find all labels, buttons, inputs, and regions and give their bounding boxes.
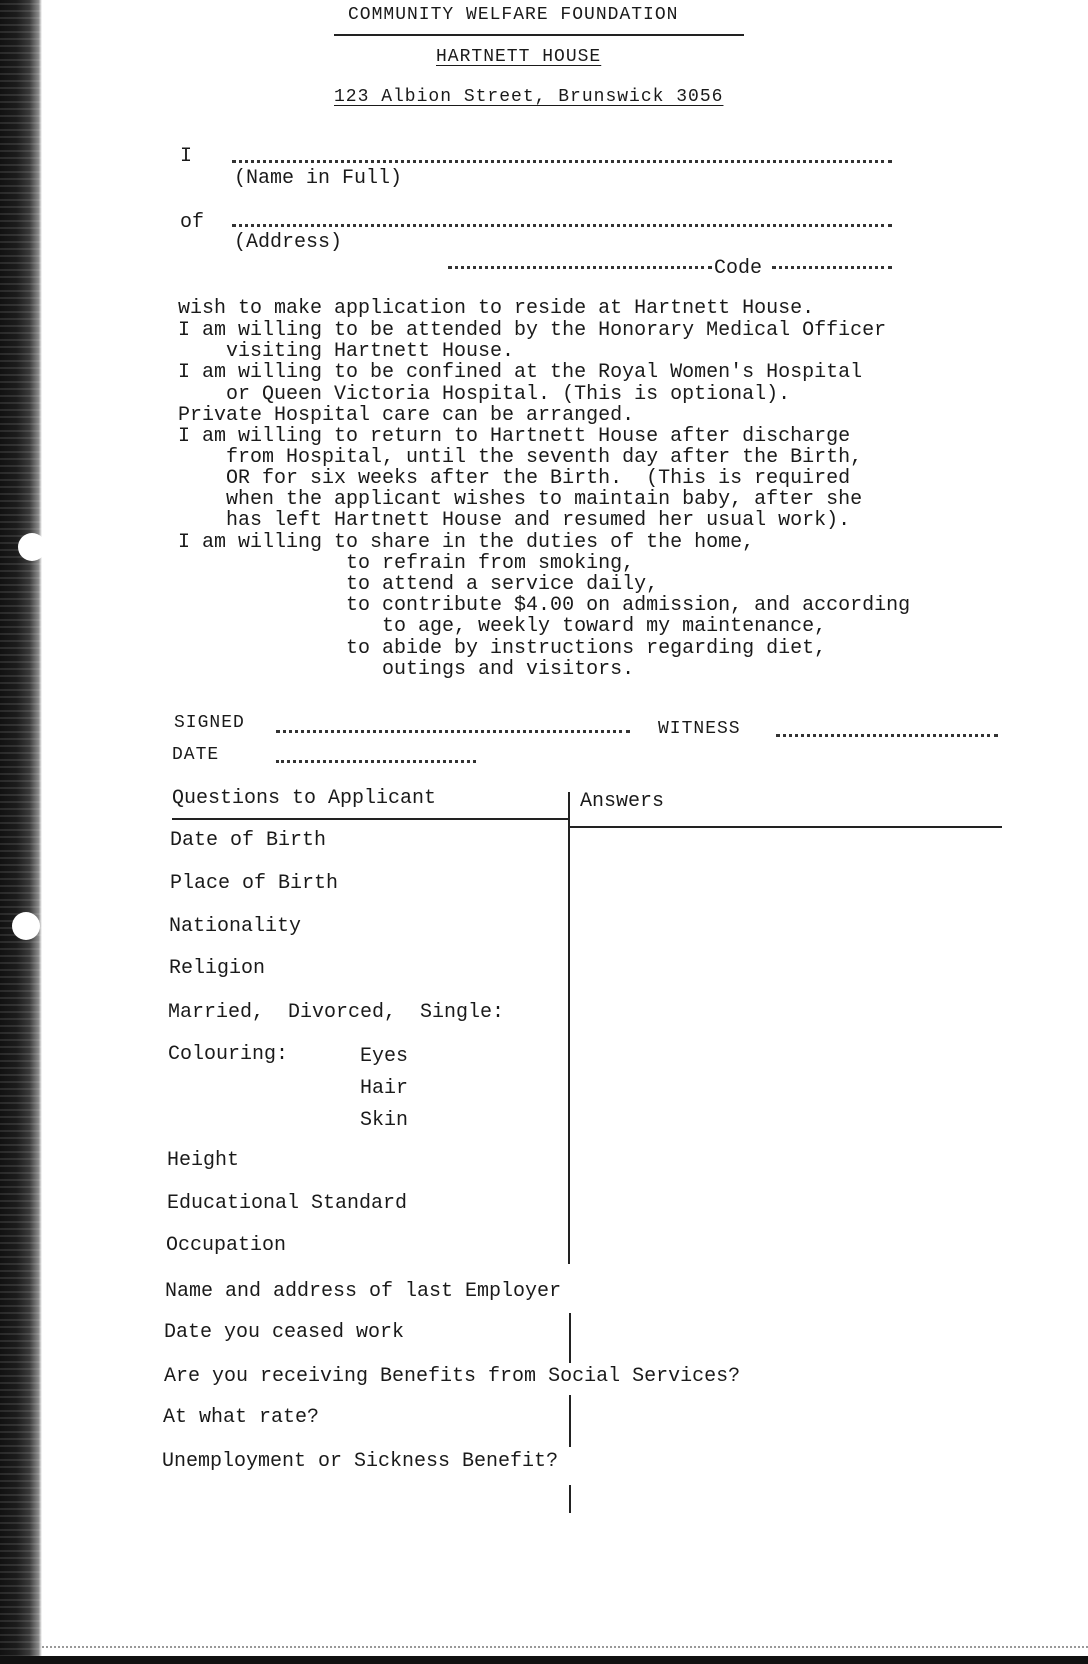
org-title: COMMUNITY WELFARE FOUNDATION	[348, 5, 679, 25]
question-education: Educational Standard	[167, 1192, 408, 1215]
statement-line: I am willing to be attended by the Honorary Medical Officer	[178, 319, 887, 342]
answers-header-rule	[570, 826, 1002, 828]
statement-line: when the applicant wishes to maintain baby, after she	[178, 488, 863, 511]
question-height: Height	[167, 1149, 240, 1172]
witness-line[interactable]	[776, 734, 998, 737]
statement-line: wish to make application to reside at Hartnett House.	[178, 297, 815, 320]
code-label: Code	[714, 257, 763, 280]
colouring-eyes: Eyes	[360, 1045, 409, 1068]
question-colouring: Colouring:	[168, 1043, 289, 1066]
statement-line: to contribute $4.00 on admission, and according	[178, 594, 911, 617]
colouring-hair: Hair	[360, 1077, 409, 1100]
scan-bottom-edge	[0, 1656, 1088, 1664]
questions-header-rule	[172, 818, 568, 820]
statement-line: to refrain from smoking,	[178, 552, 635, 575]
signed-label: SIGNED	[174, 713, 245, 733]
column-divider	[569, 1395, 571, 1447]
house-address: 123 Albion Street, Brunswick 3056	[334, 87, 724, 107]
statement-line: Private Hospital care can be arranged.	[178, 404, 635, 427]
statement-line: I am willing to return to Hartnett House after discharge	[178, 425, 851, 448]
statement-line: or Queen Victoria Hospital. (This is optional).	[178, 383, 791, 406]
answers-header: Answers	[580, 790, 665, 813]
statement-line: has left Hartnett House and resumed her usual work).	[178, 509, 851, 532]
statement-line: from Hospital, until the seventh day after the Birth,	[178, 446, 863, 469]
question-last-employer: Name and address of last Employer	[165, 1280, 562, 1303]
question-benefit-type: Unemployment or Sickness Benefit?	[162, 1450, 559, 1473]
name-line[interactable]	[232, 160, 892, 163]
statement-line: visiting Hartnett House.	[178, 340, 515, 363]
statement-line: outings and visitors.	[178, 658, 635, 681]
question-date-of-birth: Date of Birth	[170, 829, 327, 852]
house-title: HARTNETT HOUSE	[436, 47, 602, 67]
questions-header: Questions to Applicant	[172, 787, 437, 810]
date-line[interactable]	[276, 760, 476, 763]
statement-line: to attend a service daily,	[178, 573, 659, 596]
name-hint: (Name in Full)	[234, 167, 403, 190]
address-hint: (Address)	[234, 231, 343, 254]
address-line[interactable]	[232, 224, 892, 227]
colouring-skin: Skin	[360, 1109, 409, 1132]
question-occupation: Occupation	[166, 1234, 287, 1257]
statement-line: I am willing to share in the duties of the home,	[178, 531, 755, 554]
org-title-rule	[334, 34, 744, 36]
statement-line: I am willing to be confined at the Royal Women's Hospital	[178, 361, 863, 384]
column-divider	[569, 1313, 571, 1363]
statement-line: to age, weekly toward my maintenance,	[178, 615, 827, 638]
statement-line: to abide by instructions regarding diet,	[178, 637, 827, 660]
date-label: DATE	[172, 745, 220, 765]
signed-line[interactable]	[276, 730, 630, 733]
question-ceased-work: Date you ceased work	[164, 1321, 405, 1344]
question-religion: Religion	[169, 957, 266, 980]
punch-hole	[12, 912, 40, 940]
column-divider	[569, 1485, 571, 1513]
witness-label: WITNESS	[658, 719, 741, 739]
question-rate: At what rate?	[163, 1406, 320, 1429]
i-label: I	[180, 145, 193, 168]
punch-hole	[18, 533, 46, 561]
code-line[interactable]	[772, 266, 892, 269]
question-nationality: Nationality	[169, 915, 302, 938]
address-line-2[interactable]	[448, 266, 712, 269]
scanned-page-edge	[0, 0, 42, 1664]
question-benefits: Are you receiving Benefits from Social Services?	[164, 1365, 741, 1388]
of-label: of	[180, 211, 205, 234]
scan-edge-dots	[42, 1646, 1088, 1648]
question-marital-status: Married, Divorced, Single:	[168, 1001, 505, 1024]
question-place-of-birth: Place of Birth	[170, 872, 339, 895]
statement-line: OR for six weeks after the Birth. (This is required	[178, 467, 851, 490]
column-divider	[568, 792, 570, 1264]
